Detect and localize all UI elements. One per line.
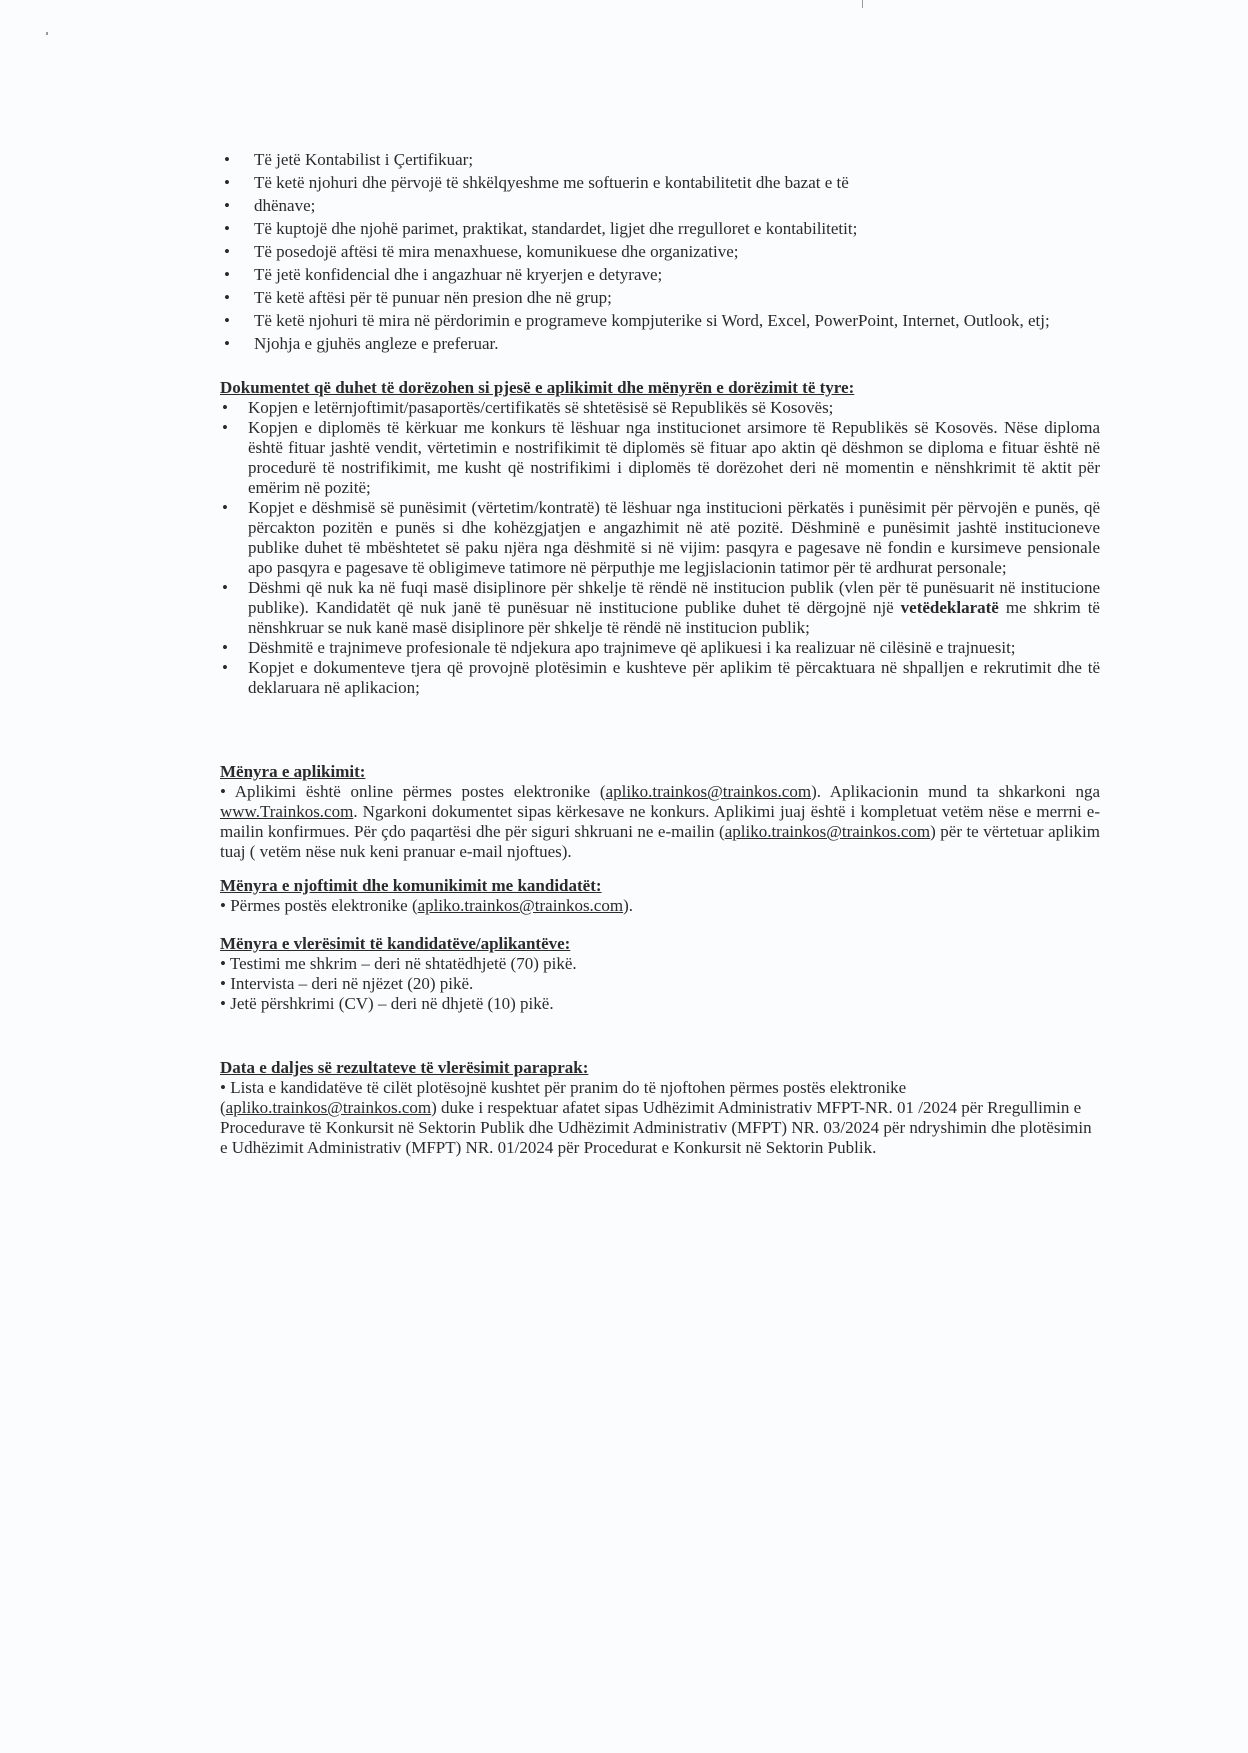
- requirement-item: • Të jetë konfidencial dhe i angazhuar në kryerjen e detyrave;: [220, 265, 1100, 285]
- application-text-part: Aplikimi është online përmes postes elektronike (: [225, 782, 606, 801]
- evaluation-item: • Intervista – deri në njëzet (20) pikë.: [220, 974, 474, 993]
- results-section: [220, 1058, 1100, 1158]
- notification-text-part: ).: [623, 896, 633, 915]
- results-text: • Lista e kandidatëve të cilët plotësojnë kushtet për pranim do të njoftohen përmes postës elektronike (apliko.trainkos@trainkos.com) duke i respektuar afatet sipas Udhëzimit Administrativ MFPT-NR. 01 /2024 për Rregullimin e Procedurave të Konkursit në Sektorin Publik dhe Udhëzimit Administrativ (MFPT) NR. 03/2024 për ndryshimin dhe plotësimin e Udhëzimit Administrativ (MFPT) NR. 01/2024 për Procedurat e Konkursit në Sektorin Publik.: [220, 1078, 1092, 1157]
- email-link[interactable]: apliko.trainkos@trainkos.com: [724, 822, 931, 841]
- requirement-item: • dhënave;: [220, 196, 1100, 216]
- notification-section: [220, 876, 1100, 916]
- evaluation-item: • Testimi me shkrim – deri në shtatëdhjetë (70) pikë.: [220, 954, 577, 973]
- requirement-item: • Njohja e gjuhës angleze e preferuar.: [220, 334, 1100, 354]
- evaluation-item: • Jetë përshkrimi (CV) – deri në dhjetë (10) pikë.: [220, 994, 554, 1013]
- evaluation-heading: Mënyra e vlerësimit të kandidatëve/aplikantëve:: [220, 934, 571, 953]
- document-item: • Kopjen e letërnjoftimit/pasaportës/certifikatës së shtetësisë së Republikës së Kosovës;: [220, 398, 1100, 418]
- website-link[interactable]: www.Trainkos.com: [220, 802, 354, 821]
- evaluation-section: [220, 934, 1100, 1014]
- scan-artifact: [46, 32, 48, 35]
- email-link[interactable]: apliko.trainkos@trainkos.com: [605, 782, 812, 801]
- documents-section: [220, 378, 1100, 698]
- results-heading: Data e daljes së rezultateve të vlerësimit paraprak:: [220, 1058, 589, 1077]
- scan-artifact: [862, 0, 863, 8]
- document-item: • Dëshmitë e trajnimeve profesionale të ndjekura apo trajnimeve që aplikuesi i ka realizuar në cilësinë e trajnuesit;: [220, 638, 1100, 658]
- document-item-text: Dëshmi që nuk ka në fuqi masë disiplinore për shkelje të rëndë në institucion publik (vlen për të punësuarit në institucione publike). Kandidatët që nuk janë të punësuar në institucione publike duhet të dërgojnë një: [248, 578, 1100, 617]
- application-section: [220, 762, 1100, 862]
- application-text-part: ). Aplikacionin mund ta shkarkoni nga: [811, 782, 1100, 801]
- application-text: [220, 782, 1100, 862]
- document-item: • Kopjet e dëshmisë së punësimit (vërtetim/kontratë) të lëshuar nga institucioni përkatës i punësimit për përvojën e punës, që përcakton pozitën e punës si dhe kohëzgjatjen e angazhimit në atë pozitë. Dëshminë e punësimit jashtë institucioneve publike duhet të mbështetet së paku njëra nga dëshmitë si në vijim: pasqyra e pagesave në fondin e kursimeve pensionale apo pasqyra e pagesave të obligimeve tatimore në përputhje me legjislacionin tatimor për të ardhurat personale;: [220, 498, 1100, 578]
- results-text-part: • Lista e kandidatëve të cilët plotësojnë kushtet për pranim do të njoftohen përmes postës elektronike: [220, 1078, 907, 1097]
- results-text-part: ) duke i respektuar afatet sipas Udhëzimit Administrativ MFPT-NR. 01 /2024 për Rregullimin e Procedurave të Konkursit në Sektorin Publik dhe Udhëzimit Administrativ (MFPT) NR. 03/2024 për ndryshimin dhe plotësimin e Udhëzimit Administrativ (MFPT) NR. 01/2024 për Procedurat e Konkursit në Sektorin Publik.: [220, 1098, 1092, 1157]
- email-link[interactable]: apliko.trainkos@trainkos.com: [225, 1098, 432, 1117]
- requirement-item: • Të jetë Kontabilist i Çertifikuar;: [220, 150, 1100, 170]
- self-declaration-term: vetëdeklaratë: [900, 598, 999, 617]
- application-heading: Mënyra e aplikimit:: [220, 762, 366, 781]
- notification-text-part: • Përmes postës elektronike (: [220, 896, 418, 915]
- requirements-list: [220, 150, 1100, 354]
- requirement-item: • Të ketë njohuri dhe përvojë të shkëlqyeshme me softuerin e kontabilitetit dhe bazat e të: [220, 173, 1100, 193]
- bullet: •: [220, 782, 226, 801]
- document-item: [220, 578, 1100, 638]
- documents-heading: Dokumentet që duhet të dorëzohen si pjesë e aplikimit dhe mënyrën e dorëzimit të tyre:: [220, 378, 855, 397]
- requirement-item: • Të ketë njohuri të mira në përdorimin e programeve kompjuterike si Word, Excel, PowerPoint, Internet, Outlook, etj;: [220, 311, 1100, 331]
- requirement-item: • Të posedojë aftësi të mira menaxhuese, komunikuese dhe organizative;: [220, 242, 1100, 262]
- document-content: [220, 150, 1100, 1158]
- notification-heading: Mënyra e njoftimit dhe komunikimit me kandidatët:: [220, 876, 602, 895]
- application-text-part: . Ngarkoni dokumentet sipas kërkesave ne konkurs. Aplikimi juaj është i kompletuat vetëm nëse e merrni e-mailin konfirmues. Për çdo paqartësi dhe për siguri shkruani ne e-mailin (: [220, 802, 1100, 841]
- requirement-item: • Të kuptojë dhe njohë parimet, praktikat, standardet, ligjet dhe rregulloret e kontabilitetit;: [220, 219, 1100, 239]
- requirement-item: • Të ketë aftësi për të punuar nën presion dhe në grup;: [220, 288, 1100, 308]
- document-item: • Kopjet e dokumenteve tjera që provojnë plotësimin e kushteve për aplikim të përcaktuara në shpalljen e rekrutimit dhe të deklaruara në aplikacion;: [220, 658, 1100, 698]
- document-item: • Kopjen e diplomës të kërkuar me konkurs të lëshuar nga institucionet arsimore të Republikës së Kosovës. Nëse diploma është fituar jashtë vendit, vërtetimin e nostrifikimit të diplomës së fituar apo aktin që dëshmon se diploma e fituar është në procedurë të nostrifikimit, me kusht që nostrifikimi i diplomës të dorëzohet deri në momentin e nënshkrimit të aktit për emërim në pozitë;: [220, 418, 1100, 498]
- email-link[interactable]: apliko.trainkos@trainkos.com: [417, 896, 624, 915]
- application-text-part: ) për te vërtetuar aplikim tuaj ( vetëm nëse nuk keni pranuar e-mail njoftues).: [220, 822, 1101, 861]
- documents-list: [220, 398, 1100, 698]
- notification-text: [220, 896, 1100, 916]
- document-item-text: me shkrim të nënshkruar se nuk kanë masë disiplinore për shkelje të rëndë në institucion publik;: [248, 598, 1100, 637]
